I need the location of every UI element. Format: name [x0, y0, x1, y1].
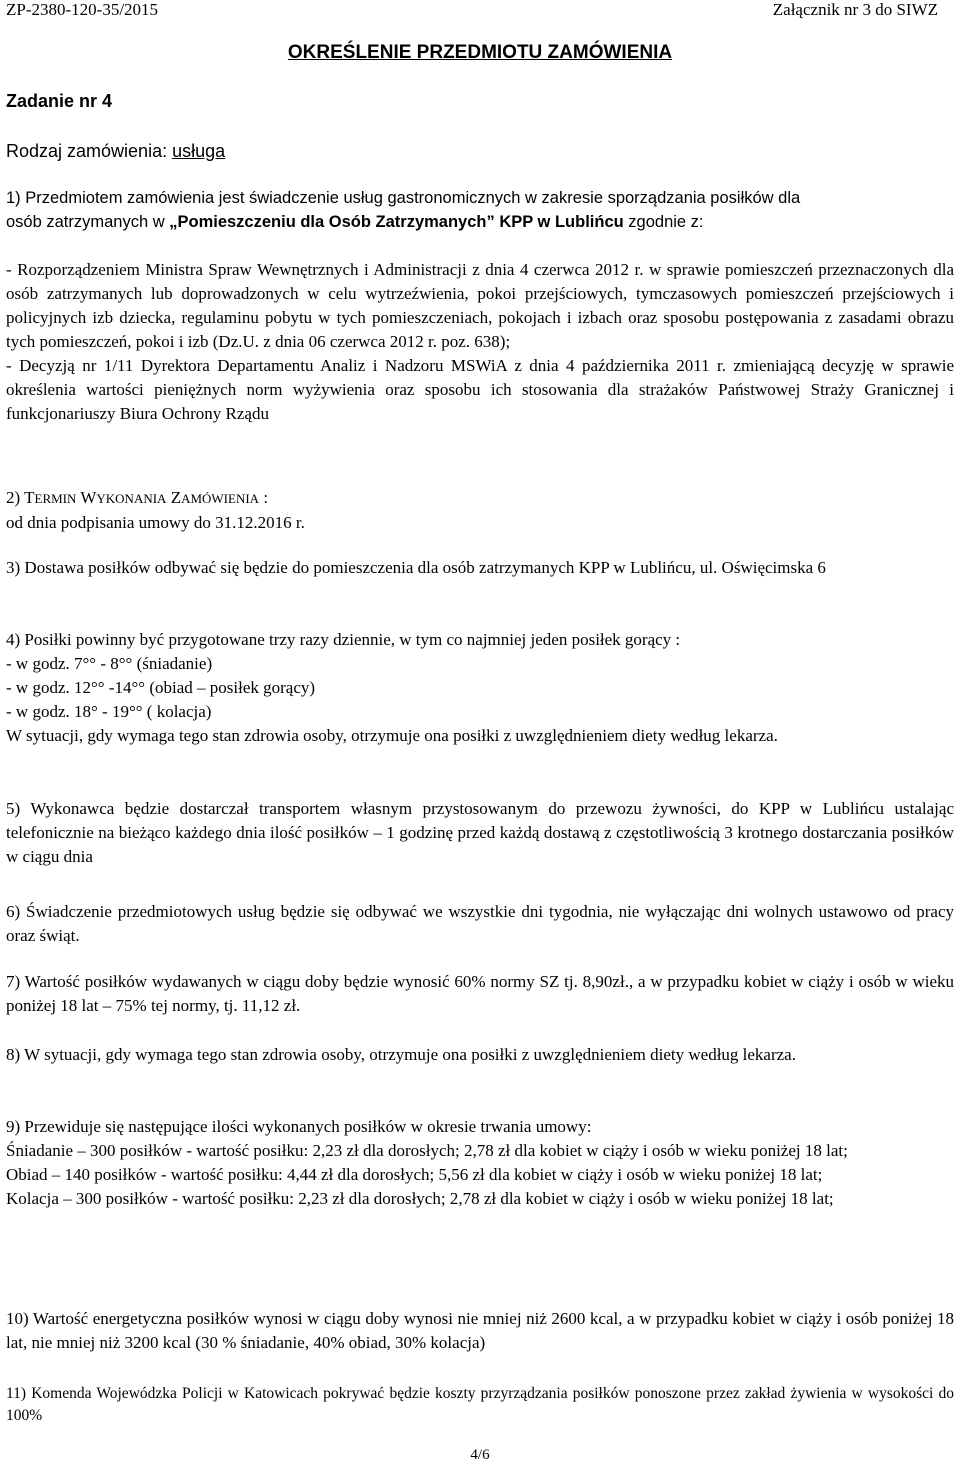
page-number: 4/6 — [470, 1447, 490, 1463]
order-type-label: Rodzaj zamówienia: — [6, 141, 173, 161]
section-6-text: 6) Świadczenie przedmiotowych usług będzie się odbywać we wszystkie dni tygodnia, nie wyłączając dni wolnych ustawowo od pracy oraz świąt. — [6, 902, 954, 945]
section-1-text-end: zgodnie z: — [623, 213, 704, 231]
section-11-text: 11) Komenda Wojewódzka Policji w Katowicach pokrywać będzie koszty przyrządzania posiłków ponoszone przez zakład żywienia w wysokości do 100% — [6, 1385, 954, 1424]
section-4-note: W sytuacji, gdy wymaga tego stan zdrowia osoby, otrzymuje ona posiłki z uwzględnieniem diety według lekarza. — [6, 726, 778, 745]
section-7-text: 7) Wartość posiłków wydawanych w ciągu doby będzie wynosić 60% normy SZ tj. 8,90zł., a w przypadku kobiet w ciąży i osób w wieku poniżej 18 lat – 75% tej normy, tj. 11,12 zł. — [6, 972, 954, 1015]
section-9-intro: 9) Przewiduje się następujące ilości wykonanych posiłków w okresie trwania umowy: — [6, 1117, 592, 1136]
order-type — [6, 139, 225, 163]
section-4 — [6, 628, 954, 748]
section-6 — [6, 900, 954, 948]
meal-time-breakfast: - w godz. 7°° - 8°° (śniadanie) — [6, 654, 213, 673]
section-10-text: 10) Wartość energetyczna posiłków wynosi w ciągu doby wynosi nie mniej niż 2600 kcal, a w przypadku kobiet w ciąży i osób poniżej 18 lat, nie mniej niż 3200 kcal (30 % śniadanie, 40% obiad, 30% kolacja) — [6, 1309, 954, 1352]
section-10 — [6, 1307, 954, 1355]
section-3-text: 3) Dostawa posiłków odbywać się będzie do pomieszczenia dla osób zatrzymanych KPP w Lublińcu, ul. Oświęcimska 6 — [6, 558, 826, 577]
section-2-dates: od dnia podpisania umowy do 31.12.2016 r. — [6, 513, 305, 532]
execution-initial: W — [76, 488, 97, 507]
section-2 — [6, 486, 954, 535]
task-number: Zadanie nr 4 — [6, 91, 113, 111]
breakfast-quantity: Śniadanie – 300 posiłków - wartość posiłku: 2,23 zł dla dorosłych; 2,78 zł dla kobiet w ciąży i osób w wieku poniżej 18 lat; — [6, 1141, 848, 1160]
section-8 — [6, 1043, 954, 1067]
attachment-label: Załącznik nr 3 do SIWZ — [772, 0, 938, 19]
lunch-quantity: Obiad – 140 posiłków - wartość posiłku: 4,44 zł dla dorosłych; 5,56 zł dla kobiet w ciąży i osób w wieku poniżej 18 lat; — [6, 1165, 823, 1184]
order-initial: Z — [166, 488, 182, 507]
section-5-text: 5) Wykonawca będzie dostarczał transportem własnym przystosowanym do przewozu żywności, do KPP w Lublińcu ustalając telefonicznie na bieżąco każdego dnia ilość posiłków – 1 godzinę przed każdą dostawą z częstotliwością 3 krotnego dostarczania posiłków w ciągu dnia — [6, 799, 954, 866]
section-11 — [6, 1383, 954, 1427]
section-2-heading — [6, 486, 954, 511]
section-7 — [6, 970, 954, 1018]
section-1 — [6, 186, 954, 234]
section-1-line-1: 1) Przedmiotem zamówienia jest świadczenie usług gastronomicznych w zakresie sporządzania posiłków dla — [6, 189, 801, 207]
document-reference: ZP-2380-120-35/2015 — [6, 0, 159, 19]
section-5 — [6, 797, 954, 869]
supper-quantity: Kolacja – 300 posiłków - wartość posiłku: 2,23 zł dla dorosłych; 2,78 zł dla kobiet w ciąży i osób w wieku poniżej 18 lat; — [6, 1189, 834, 1208]
page-title: OKREŚLENIE PRZEDMIOTU ZAMÓWIENIA — [287, 42, 673, 63]
order-rest: AMÓWIENIA — [181, 491, 260, 506]
decision-item: - Decyzją nr 1/11 Dyrektora Departamentu Analiz i Nadzoru MSWiA z dnia 4 października 2011 r. zmieniającą decyzję w sprawie określenia wartości pieniężnych norm wyżywienia oraz sposobu ich stosowania dla strażaków Państwowej Straży Granicznej i funkcjonariuszy Biura Ochrony Rządu — [6, 356, 954, 423]
order-type-value: usługa — [172, 141, 226, 161]
section-1-bold: „Pomieszczeniu dla Osób Zatrzymanych” KPP w Lublińcu — [169, 213, 624, 231]
section-1-text: osób zatrzymanych w — [6, 213, 170, 231]
execution-rest: YKONANIA — [96, 491, 167, 506]
term-rest: ERMIN — [34, 491, 77, 506]
meal-time-lunch: - w godz. 12°° -14°° (obiad – posiłek gorący) — [6, 678, 316, 697]
colon: : — [259, 488, 269, 507]
section-1-line-2 — [6, 210, 954, 234]
meal-time-supper: - w godz. 18° - 19°° ( kolacja) — [6, 702, 212, 721]
section-8-text: 8) W sytuacji, gdy wymaga tego stan zdrowia osoby, otrzymuje ona posiłki z uwzględnieniem diety według lekarza. — [6, 1045, 796, 1064]
section-4-intro: 4) Posiłki powinny być przygotowane trzy razy dziennie, w tym co najmniej jeden posiłek gorący : — [6, 630, 681, 649]
section-2-number: 2) — [6, 488, 25, 507]
section-1-list — [6, 258, 954, 426]
section-9 — [6, 1115, 954, 1211]
regulation-item: - Rozporządzeniem Ministra Spraw Wewnętrznych i Administracji z dnia 4 czerwca 2012 r. w sprawie pomieszczeń przeznaczonych dla osób zatrzymanych lub doprowadzonych w celu wytrzeźwienia, pokoi przejściowych, tymczasowych pomieszczeń przejściowych i policyjnych izb dziecka, regulaminu pobytu w tych pomieszczeniach, pokojach i izbach oraz sposobu postępowania z zasadami obrazu tych pomieszczeń, pokoi i izb (Dz.U. z dnia 06 czerwca 2012 r. poz. 638); — [6, 260, 954, 351]
section-3 — [6, 556, 954, 580]
term-initial: T — [24, 488, 35, 507]
